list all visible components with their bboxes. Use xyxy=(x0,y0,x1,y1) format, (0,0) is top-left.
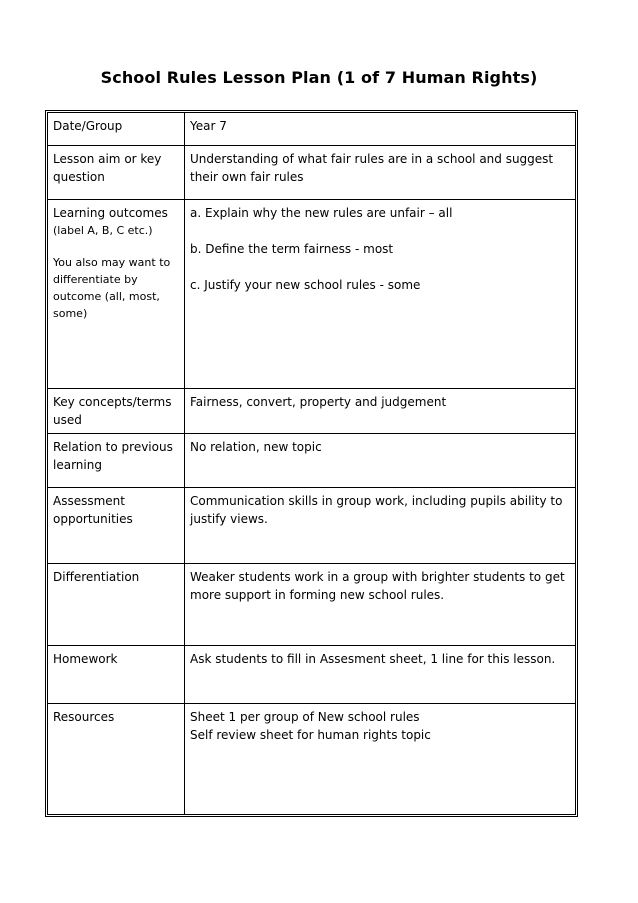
row-key-concepts xyxy=(48,388,575,433)
row-value: Year 7 xyxy=(190,119,227,133)
resource-item: Sheet 1 per group of New school rules xyxy=(190,710,420,724)
row-assessment xyxy=(48,487,575,563)
row-label: Relation to previous learning xyxy=(48,434,185,487)
row-label-group xyxy=(48,200,185,388)
row-label: Homework xyxy=(48,646,185,703)
outcome-item: a. Explain why the new rules are unfair – all xyxy=(190,206,453,220)
row-label: Lesson aim or key question xyxy=(48,146,185,199)
resources-list xyxy=(185,704,575,814)
row-relation xyxy=(48,433,575,487)
page-title: School Rules Lesson Plan (1 of 7 Human Rights) xyxy=(100,68,538,87)
outcomes-list xyxy=(185,200,575,388)
row-value: Weaker students work in a group with brighter students to get more support in forming new school rules. xyxy=(190,570,565,602)
row-learning-outcomes xyxy=(48,199,575,388)
row-lesson-aim xyxy=(48,145,575,199)
row-label: Learning outcomes xyxy=(53,206,168,220)
resource-item: Self review sheet for human rights topic xyxy=(190,728,431,742)
row-value: Understanding of what fair rules are in a school and suggest their own fair rules xyxy=(190,152,554,184)
row-label: Key concepts/terms used xyxy=(48,389,185,433)
row-value: Fairness, convert, property and judgement xyxy=(190,395,447,409)
row-date-group xyxy=(48,113,575,145)
lesson-plan-table xyxy=(45,110,578,817)
row-differentiation xyxy=(48,563,575,645)
row-value: Communication skills in group work, including pupils ability to justify views. xyxy=(190,494,563,526)
row-label: Differentiation xyxy=(48,564,185,645)
row-label: Date/Group xyxy=(48,113,185,145)
outcome-item: c. Justify your new school rules - some xyxy=(190,278,421,292)
row-label: Resources xyxy=(48,704,185,814)
row-homework xyxy=(48,645,575,703)
row-label: Assessment opportunities xyxy=(48,488,185,563)
outcome-item: b. Define the term fairness - most xyxy=(190,242,394,256)
row-label-sub: (label A, B, C etc.) xyxy=(53,224,153,237)
row-value: No relation, new topic xyxy=(190,440,322,454)
row-label-note: You also may want to differentiate by outcome (all, most, some) xyxy=(53,256,171,320)
row-resources xyxy=(48,703,575,814)
row-value: Ask students to fill in Assesment sheet, 1 line for this lesson. xyxy=(190,652,556,666)
